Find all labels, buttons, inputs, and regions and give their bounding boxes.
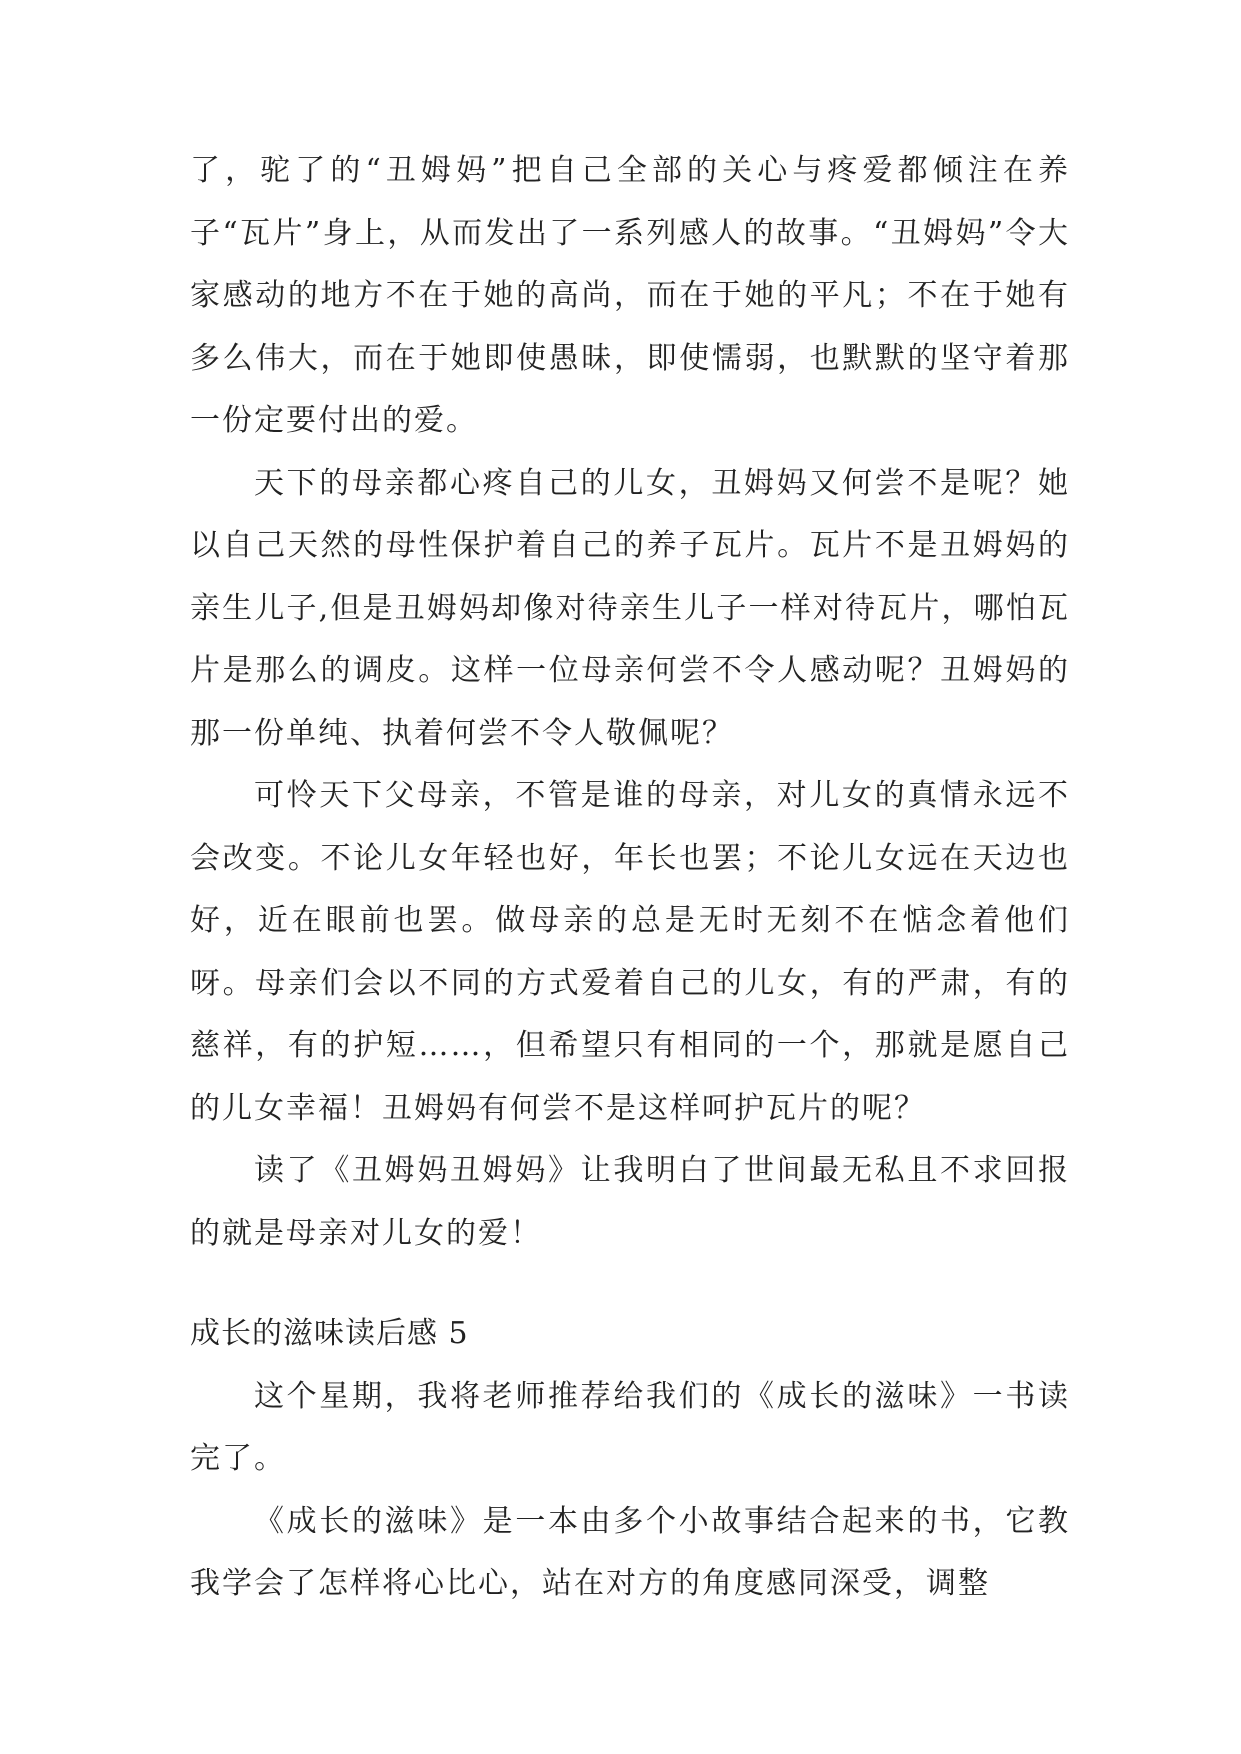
paragraph-parents: 可怜天下父母亲，不管是谁的母亲，对儿女的真情永远不会改变。不论儿女年轻也好，年长也罢；不论儿女远在天边也好，近在眼前也罢。做母亲的总是无时无刻不在惦念着他们呀。母亲们会以不同的方式爱着自己的儿女，有的严肃，有的慈祥，有的护短……，但希望只有相同的一个，那就是愿自己的儿女幸福！丑姆妈有何尝不是这样呵护瓦片的呢？: [190, 778, 1070, 1126]
section-paragraph-book: 《成长的滋味》是一本由多个小故事结合起来的书，它教我学会了怎样将心比心，站在对方的角度感同深受，调整: [190, 1503, 1070, 1601]
paragraph-mother-love: 天下的母亲都心疼自己的儿女，丑姆妈又何尝不是呢？她以自己天然的母性保护着自己的养子瓦片。瓦片不是丑姆妈的亲生儿子,但是丑姆妈却像对待亲生儿子一样对待瓦片，哪怕瓦片是那么的调皮。这样一位母亲何尝不令人感动呢？丑姆妈的那一份单纯、执着何尝不令人敬佩呢？: [190, 465, 1070, 751]
section-title: 成长的滋味读后感 5: [190, 1316, 469, 1351]
document-body: [190, 140, 1070, 1616]
paragraph-continuation: 了，驼了的“丑姆妈”把自己全部的关心与疼爱都倾注在养子“瓦片”身上，从而发出了一系列感人的故事。“丑姆妈”令大家感动的地方不在于她的高尚，而在于她的平凡；不在于她有多么伟大，而在于她即使愚昧，即使懦弱，也默默的坚守着那一份定要付出的爱。: [190, 153, 1070, 438]
paragraph-conclusion: 读了《丑姆妈丑姆妈》让我明白了世间最无私且不求回报的就是母亲对儿女的爱！: [190, 1153, 1070, 1251]
section-paragraph-intro: 这个星期，我将老师推荐给我们的《成长的滋味》一书读完了。: [190, 1378, 1070, 1476]
